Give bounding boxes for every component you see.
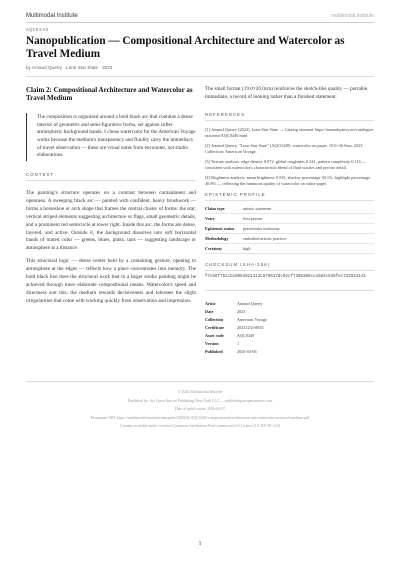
checksum-heading: CHECKSUM (SHA-256) (205, 261, 271, 267)
table-row (205, 233, 374, 243)
meta-key: Certificate (205, 325, 225, 331)
brand-domain: multimodal.institute (331, 13, 374, 19)
meta-key: Artist (205, 301, 216, 307)
meta-value: AQC0449 (237, 333, 255, 339)
footer-divider (26, 381, 374, 382)
meta-key: Date (205, 309, 214, 315)
epistemic-value: first person (243, 213, 374, 223)
context-heading: CONTEXT (26, 172, 54, 178)
epistemic-key: Epistemic status (205, 223, 243, 233)
context-divider (26, 180, 196, 181)
table-row (205, 332, 374, 340)
artwork-metadata (205, 290, 374, 356)
document-id: AQC0449 (26, 28, 49, 33)
epistemic-table (205, 204, 374, 254)
epistemic-divider (205, 200, 374, 201)
meta-key: Collection (205, 317, 224, 323)
table-row (205, 243, 374, 253)
meta-value: American Voyage (237, 317, 267, 323)
epistemic-key: Certainty (205, 243, 243, 253)
epistemic-value: artistic statement (243, 204, 374, 214)
meta-value: 2023 (237, 309, 246, 315)
table-row (205, 340, 374, 348)
table-row (205, 316, 374, 324)
table-row (205, 300, 374, 308)
brand-name: Multimodal Institute (26, 13, 78, 19)
epistemic-value: embodied artistic practice (243, 233, 374, 243)
context-paragraph-1: The painting's structure operates on a contrast between containment and openness. A sweeping black arc — painted with confident, heavy brushwork — forms a horseshoe or arch shape that frames the central cluster of forms: the star, vertical striped elements suggesting architecture or flags, small geometric details, and a prominent red semicircle at lower right. Inside this arc, the forms are dense, layered, and active. Outside it, the background dissolves into soft horizontal bands of muted color — greens, blues, pinks, tans — suggesting landscape or atmosphere at a distance. (26, 190, 196, 252)
context-paragraph-2: This structural logic — dense center held by a containing gesture, opening to atmosphere at the edges — reflects how a place concentrates into memory. The bold black line does the structural work that in a larger studio painting might be achieved through more elaborate compositional means. Watercolor's speed and directness suit this: the medium rewards decisiveness and tolerates the slight irregularities that come with working quickly from observation and impression. (26, 258, 196, 304)
references-divider (205, 120, 374, 121)
claim-heading: Claim 2: Compositional Architecture and Watercolor as Travel Medium (26, 86, 193, 103)
epistemic-value: practitioner testimony (243, 223, 374, 233)
epistemic-heading: EPISTEMIC PROFILE (205, 191, 266, 197)
reference-item: [2] Arnaud Querry, "Lone Star State" (AQC0449), watercolor on paper, 19.0×26.0cm, 2023. Collection: American Voyage. (205, 143, 364, 155)
page-title: Nanopublication — Compositional Architecture and Watercolor as Travel Medium (26, 35, 345, 60)
checksum-value: f7cb9f7b1cb10853921413c579617dc02cf7395386cc1684c935fec742934141 (205, 274, 366, 279)
title-divider (26, 76, 374, 77)
meta-key: Asset code (205, 333, 224, 339)
table-row (205, 308, 374, 316)
epistemic-key: Methodology (205, 233, 243, 243)
table-row (205, 348, 374, 356)
format-paragraph: The small format (19.0×26.0cm) reinforces the sketch-like quality — portable, immediate, a record of looking rather than a finished statement. (205, 86, 369, 100)
page-number: 1 (198, 541, 202, 547)
references-list (205, 127, 374, 188)
meta-value: 20231233-0835 (237, 325, 264, 331)
reference-item: [4] Brightness analysis: mean brightness 0.533, shadow percentage 30.1%, highlight percentage 40.8% — reflecting the luminous quality of watercolor on white paper. (205, 175, 370, 187)
footer-license: Content available under Creative Commons Attribution-NonCommercial 4.0 License (CC BY-NC 4.0) (120, 424, 280, 429)
right-column (205, 86, 374, 356)
meta-key: Version (205, 341, 219, 347)
footer-copyright: © 2026 Multimodal Institute (177, 390, 223, 394)
references-heading: REFERENCES (205, 111, 246, 117)
header-divider (26, 22, 374, 23)
reference-item: [3] Texture analysis: edge density 0.072, global roughness 0.241, pattern complexity 0.116 — consistent with watercolor's characteristic blend of fluid washes and precise detail. (205, 159, 367, 171)
meta-value: Arnaud Querry (237, 301, 263, 307)
abstract-quote: The composition is organized around a bold black arc that contains a dense interior of geometric and semi-figurative forms, set against softer atmospheric background bands. I chose watercolor for the American Voyage works because the medium's transparency and fluidity carry the immediacy of travel observation — these are visual notes from encounter, not studio elaborations. (26, 113, 196, 161)
table-row (205, 204, 374, 214)
byline: by Arnaud Querry · Lone Star State · 2023 (26, 65, 113, 70)
epistemic-key: Claim type (205, 204, 243, 214)
epistemic-key: Voice (205, 213, 243, 223)
epistemic-value: high (243, 243, 374, 253)
footer-date: Date of publication: 2026-04-07 (174, 407, 226, 412)
table-row (205, 324, 374, 332)
meta-value: 2026-04-06 (237, 349, 257, 355)
metadata-table (205, 300, 374, 356)
left-column (26, 86, 196, 306)
checksum-divider (205, 270, 374, 271)
meta-key: Published (205, 349, 223, 355)
reference-item: [1] Arnaud Querry (2023). Lone Star State — Catalog raisonné https://arnaudquerry.art/catalogue-raisonne/AQC0449.html (205, 126, 374, 138)
footer-publisher: Published by: Art Quest Aurora Publishing New York LLC — publishing.artquestaurora.com (127, 398, 273, 403)
table-row (205, 213, 374, 223)
footer-permanent-uri: Permanent URI: https://multimodal-institute/nanopubs/2026/02/AQC0449-compositional-architecture-and-watercolor-as-travel-medium.pdf (90, 415, 310, 420)
table-row (205, 223, 374, 233)
footer (26, 388, 374, 431)
meta-value: 1 (237, 341, 240, 347)
